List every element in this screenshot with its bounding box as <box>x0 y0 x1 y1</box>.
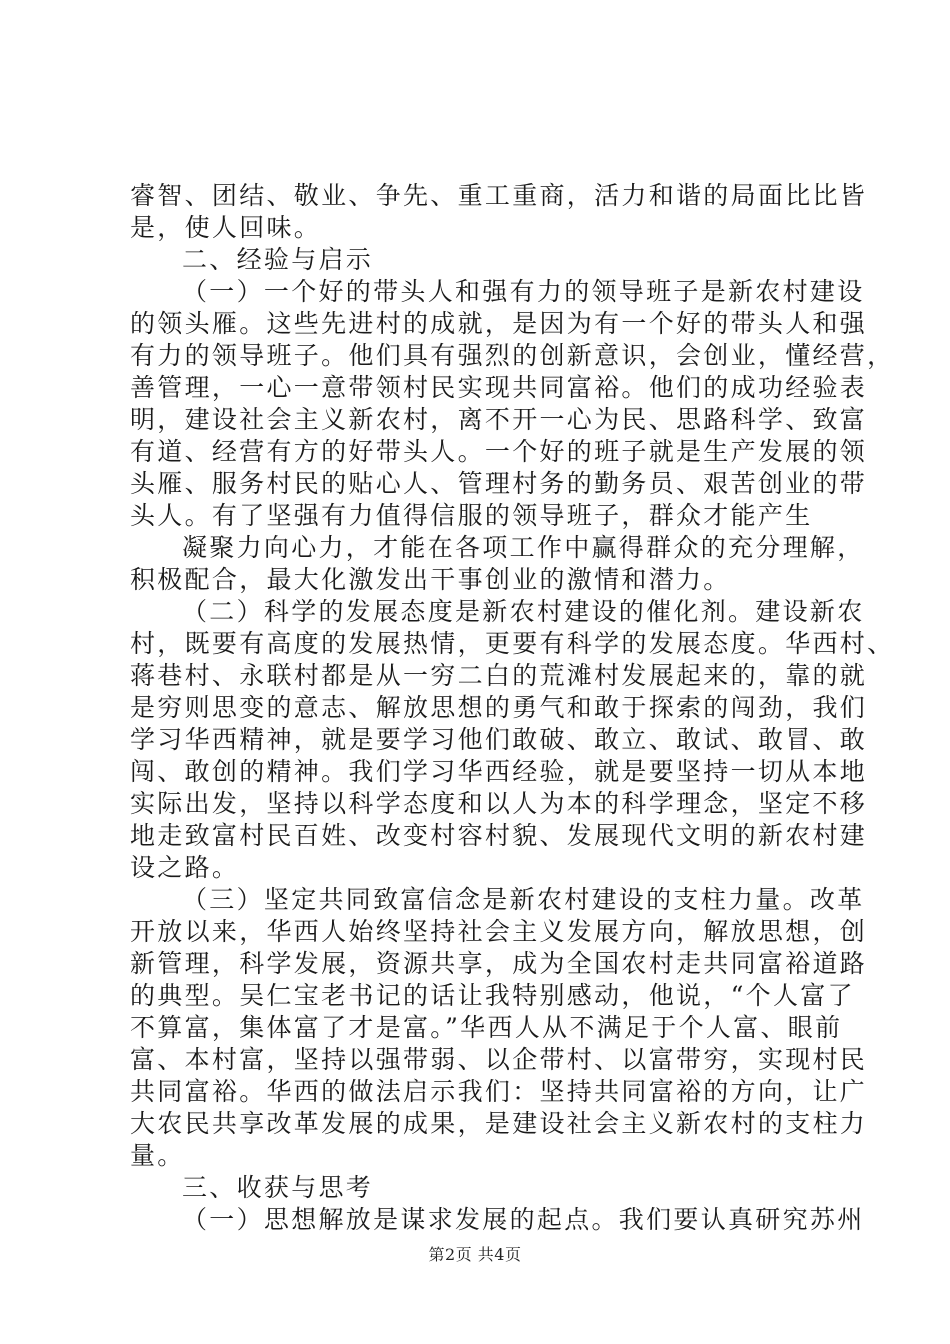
body-text-line: 是穷则思变的意志、解放思想的勇气和敢于探索的闯劲，我们 <box>130 693 868 722</box>
body-text-line: 有力的领导班子。他们具有强烈的创新意识，会创业，懂经营， <box>130 341 895 370</box>
body-text-line: 蒋巷村、永联村都是从一穷二白的荒滩村发展起来的，靠的就 <box>130 661 868 690</box>
body-text-line: 积极配合，最大化激发出干事创业的激情和潜力。 <box>130 565 731 594</box>
body-text-line: 睿智、团结、敬业、争先、重工重商，活力和谐的局面比比皆 <box>130 181 868 210</box>
body-text-line: 明，建设社会主义新农村，离不开一心为民、思路科学、致富 <box>130 405 868 434</box>
body-text-line: 是，使人回味。 <box>130 213 322 242</box>
body-text-line: 新管理，科学发展，资源共享，成为全国农村走共同富裕道路 <box>130 949 868 978</box>
body-text-line: 地走致富村民百姓、改变村容村貌、发展现代文明的新农村建 <box>130 821 868 850</box>
section-heading: 三、收获与思考 <box>182 1173 374 1202</box>
body-text-line: 闯、敢创的精神。我们学习华西经验，就是要坚持一切从本地 <box>130 757 868 786</box>
body-text-line: 村，既要有高度的发展热情，更要有科学的发展态度。华西村、 <box>130 629 895 658</box>
body-text-line: 凝聚力向心力，才能在各项工作中赢得群众的充分理解， <box>182 533 865 562</box>
subsection-heading: （一）一个好的带头人和强有力的领导班子是新农村建设 <box>182 277 865 306</box>
body-text-line: 开放以来，华西人始终坚持社会主义发展方向，解放思想，创 <box>130 917 868 946</box>
subsection-heading: （一）思想解放是谋求发展的起点。我们要认真研究苏州 <box>182 1205 865 1234</box>
body-text-line: 共同富裕。华西的做法启示我们：坚持共同富裕的方向，让广 <box>130 1077 868 1106</box>
body-text-line: 量。 <box>130 1141 185 1170</box>
page-number-footer: 第2页 共4页 <box>428 1245 522 1264</box>
body-text-line: 善管理，一心一意带领村民实现共同富裕。他们的成功经验表 <box>130 373 868 402</box>
body-text-line: 富、本村富，坚持以强带弱、以企带村、以富带穷，实现村民 <box>130 1045 868 1074</box>
section-heading: 二、经验与启示 <box>182 245 374 274</box>
body-text-line: 设之路。 <box>130 853 240 882</box>
body-text-line: 大农民共享改革发展的成果，是建设社会主义新农村的支柱力 <box>130 1109 868 1138</box>
subsection-heading: （二）科学的发展态度是新农村建设的催化剂。建设新农 <box>182 597 865 626</box>
body-text-line: 的领头雁。这些先进村的成就，是因为有一个好的带头人和强 <box>130 309 868 338</box>
body-text-line: 实际出发，坚持以科学态度和以人为本的科学理念，坚定不移 <box>130 789 868 818</box>
body-text-line: 学习华西精神，就是要学习他们敢破、敢立、敢试、敢冒、敢 <box>130 725 868 754</box>
body-text-line: 有道、经营有方的好带头人。一个好的班子就是生产发展的领 <box>130 437 868 466</box>
body-text-line: 头雁、服务村民的贴心人、管理村务的勤务员、艰苦创业的带 <box>130 469 868 498</box>
body-text-line: 不算富，集体富了才是富。”华西人从不满足于个人富、眼前 <box>130 1013 843 1042</box>
body-text-line: 头人。有了坚强有力值得信服的领导班子，群众才能产生 <box>130 501 813 530</box>
subsection-heading: （三）坚定共同致富信念是新农村建设的支柱力量。改革 <box>182 885 865 914</box>
body-text-line: 的典型。吴仁宝老书记的话让我特别感动，他说，“个人富了 <box>130 981 855 1010</box>
